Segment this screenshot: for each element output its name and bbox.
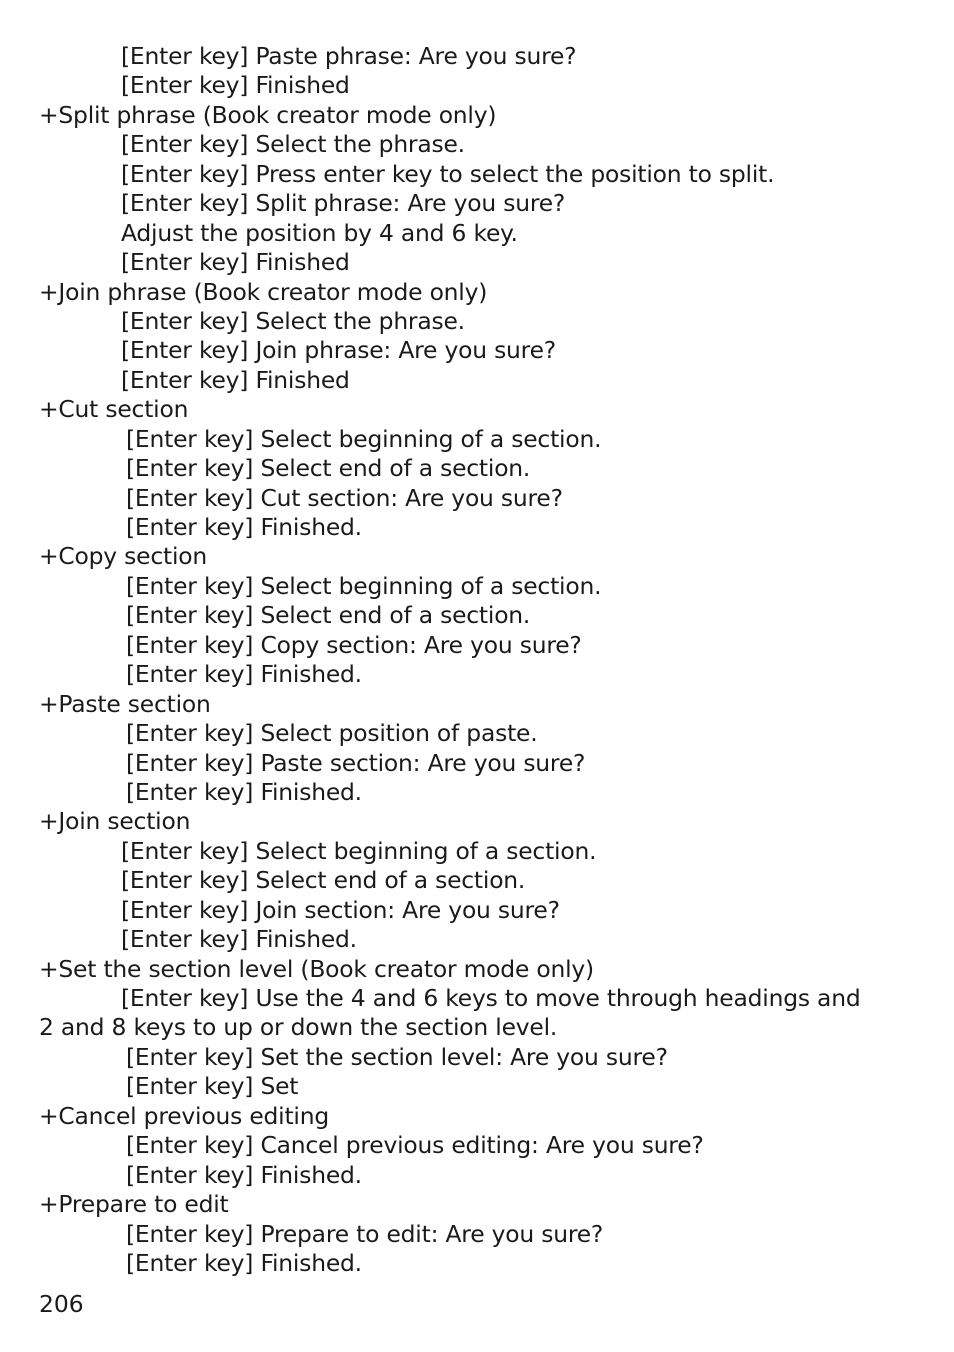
instruction-line: [Enter key] Select end of a section. [126,454,531,483]
section-heading: +Join section [39,807,191,836]
section-heading: +Cancel previous editing [39,1101,329,1130]
instruction-line: [Enter key] Set the section level: Are you sure? [126,1042,668,1071]
instruction-line: [Enter key] Finished [121,248,350,277]
section-heading: +Paste section [39,689,211,718]
instruction-line: [Enter key] Prepare to edit: Are you sure? [126,1219,604,1248]
section-heading: +Copy section [39,542,208,571]
instruction-line: [Enter key] Select end of a section. [121,866,526,895]
instruction-line: [Enter key] Paste section: Are you sure? [126,748,586,777]
instruction-line: [Enter key] Set [126,1072,299,1101]
instruction-line: [Enter key] Copy section: Are you sure? [126,630,582,659]
instruction-line: [Enter key] Cut section: Are you sure? [126,483,563,512]
instruction-list [0,42,954,1278]
instruction-line: [Enter key] Finished. [126,660,362,689]
instruction-line: [Enter key] Finished. [126,1160,362,1189]
section-heading: +Set the section level (Book creator mode only) [39,954,594,983]
instruction-line: Adjust the position by 4 and 6 key. [121,218,518,247]
section-heading: +Join phrase (Book creator mode only) [39,277,488,306]
instruction-line: [Enter key] Select the phrase. [121,306,465,335]
instruction-line: [Enter key] Select beginning of a section. [126,424,602,453]
instruction-line: [Enter key] Finished [121,365,350,394]
instruction-line: [Enter key] Split phrase: Are you sure? [121,189,566,218]
instruction-line: [Enter key] Cancel previous editing: Are you sure? [126,1131,704,1160]
instruction-line: [Enter key] Select the phrase. [121,130,465,159]
instruction-line: [Enter key] Finished [121,71,350,100]
instruction-line: [Enter key] Join phrase: Are you sure? [121,336,556,365]
instruction-line: [Enter key] Use the 4 and 6 keys to move through headings and [121,984,861,1012]
section-heading: +Cut section [39,395,189,424]
page-number: 206 [39,1290,84,1318]
instruction-line: [Enter key] Finished. [121,925,357,954]
instruction-line: [Enter key] Select beginning of a section. [121,836,597,865]
instruction-line: [Enter key] Finished. [126,1248,362,1277]
instruction-line: [Enter key] Join section: Are you sure? [121,895,560,924]
instruction-line-continuation: 2 and 8 keys to up or down the section level. [39,1013,558,1042]
instruction-line: [Enter key] Finished. [126,777,362,806]
instruction-line: [Enter key] Paste phrase: Are you sure? [121,42,577,70]
section-heading: +Prepare to edit [39,1190,229,1219]
section-heading: +Split phrase (Book creator mode only) [39,100,497,129]
instruction-line: [Enter key] Press enter key to select the position to split. [121,159,775,188]
instruction-line: [Enter key] Finished. [126,513,362,541]
instruction-line: [Enter key] Select beginning of a section. [126,571,602,600]
instruction-line: [Enter key] Select position of paste. [126,719,538,748]
instruction-line: [Enter key] Select end of a section. [126,601,531,630]
